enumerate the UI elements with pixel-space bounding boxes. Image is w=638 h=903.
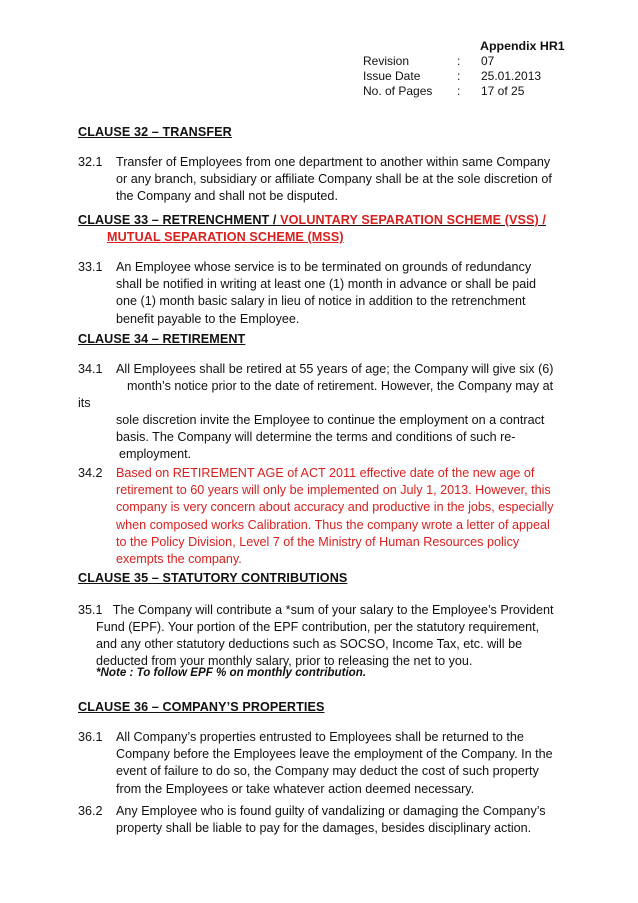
para-line: the Company and shall not be disputed. [116, 189, 338, 204]
meta-sep: : [457, 54, 461, 68]
para-body [116, 729, 571, 798]
para-line: All Employees shall be retired at 55 years of age; the Company will give six (6) [116, 362, 554, 376]
para-line: to the Policy Division, Level 7 of the Ministry of Human Resources policy [116, 534, 520, 549]
para-number: 34.2 [78, 466, 103, 480]
meta-sep: : [457, 69, 461, 83]
para-line: basis. The Company will determine the terms and conditions of such re- [116, 430, 516, 444]
para-body [116, 465, 571, 568]
para-line: property shall be liable to pay for the damages, besides disciplinary action. [116, 821, 532, 836]
meta-row-revision [363, 54, 593, 69]
para-body [116, 154, 571, 206]
para-body [116, 803, 571, 837]
meta-row-pages [363, 84, 593, 99]
para-line: An Employee whose service is to be terminated on grounds of redundancy [116, 260, 532, 274]
clause-35-heading: CLAUSE 35 – STATUTORY CONTRIBUTIONS [78, 571, 348, 585]
para-line: Based on RETIREMENT AGE of ACT 2011 effective date of the new age of [116, 466, 535, 480]
para-line: retirement to 60 years will only be implemented on July 1, 2013. However, this [116, 483, 551, 498]
meta-value: 17 of 25 [481, 84, 525, 98]
clause-34-heading: CLAUSE 34 – RETIREMENT [78, 332, 246, 346]
meta-value: 25.01.2013 [481, 69, 542, 83]
para-line: Transfer of Employees from one department to another within same Company [116, 155, 551, 169]
para-line: shall be notified in writing at least one (1) month in advance or shall be paid [116, 277, 537, 292]
para-line: employment. [119, 447, 192, 461]
para-line: its [78, 396, 91, 410]
para-line: when composed works Calibration. Thus the company wrote a letter of appeal [116, 517, 550, 532]
para-line: event of failure to do so, the Company may deduct the cost of such property [116, 764, 539, 779]
para-line: benefit payable to the Employee. [116, 311, 300, 326]
clause-35-1-body [96, 619, 576, 671]
para-number: 36.1 [78, 730, 103, 744]
meta-label: Issue Date [363, 69, 421, 83]
para-line: from the Employees or take whatever action deemed necessary. [116, 781, 475, 796]
para-line: Company before the Employees leave the employment of the Company. In the [116, 747, 553, 762]
para-line: Fund (EPF). Your portion of the EPF contribution, per the statutory requirement, [96, 620, 540, 634]
para-line: one (1) month basic salary in lieu of notice in addition to the retrenchment [116, 294, 526, 309]
clause-32-heading: CLAUSE 32 – TRANSFER [78, 125, 232, 139]
para-line: and any other statutory deductions such as SOCSO, Income Tax, etc. will be [96, 637, 523, 652]
para-line: month’s notice prior to the date of retirement. However, the Company may at [127, 379, 554, 393]
heading-text: CLAUSE 33 – RETRENCHMENT / [78, 213, 281, 227]
clause-33-heading-line2: MUTUAL SEPARATION SCHEME (MSS) [107, 230, 344, 244]
para-line: company is very concern about accuracy and productive in the jobs, especially [116, 500, 554, 515]
para-line: deducted from your monthly salary, prior to releasing the net to you. [96, 654, 473, 669]
para-line: All Company’s properties entrusted to Employees shall be returned to the [116, 730, 524, 744]
para-line: or any branch, subsidiary or affiliate Company shall be at the sole discretion of [116, 172, 552, 187]
meta-label: Revision [363, 54, 410, 68]
para-line: Any Employee who is found guilty of vandalizing or damaging the Company’s [116, 804, 546, 818]
para-line: sole discretion invite the Employee to continue the employment on a contract [116, 413, 545, 427]
clause-33-heading [78, 213, 546, 227]
para-number: 34.1 [78, 362, 103, 376]
para-number: 36.2 [78, 804, 103, 818]
revision-table [363, 54, 593, 99]
para-number: 32.1 [78, 155, 103, 169]
para-number: 33.1 [78, 260, 103, 274]
meta-sep: : [457, 84, 461, 98]
meta-row-issue-date [363, 69, 593, 84]
para-line: exempts the company. [116, 552, 242, 567]
heading-text-red: VOLUNTARY SEPARATION SCHEME (VSS) / [280, 213, 547, 227]
meta-label: No. of Pages [363, 84, 433, 98]
meta-value: 07 [481, 54, 495, 68]
epf-note: *Note : To follow EPF % on monthly contribution. [96, 666, 367, 679]
appendix-title: Appendix HR1 [480, 39, 565, 53]
para-body [116, 259, 571, 328]
clause-36-heading: CLAUSE 36 – COMPANY’S PROPERTIES [78, 700, 325, 714]
clause-35-1-line1: 35.1 The Company will contribute a *sum of your salary to the Employee’s Provident [78, 603, 554, 617]
